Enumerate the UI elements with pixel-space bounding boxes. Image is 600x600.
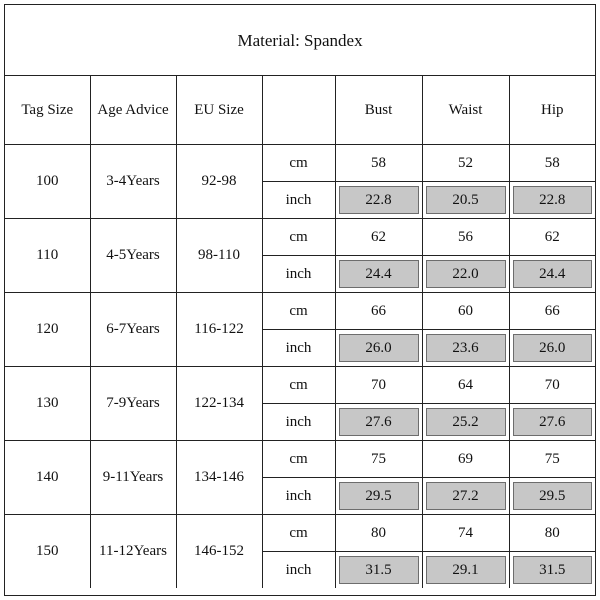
eu-size-cell: 92-98 xyxy=(176,145,262,219)
bust-inch-value: 27.6 xyxy=(339,408,419,436)
waist-inch-cell xyxy=(422,256,509,293)
bust-inch-cell xyxy=(335,330,422,367)
header-bust: Bust xyxy=(335,76,422,145)
tag-size-cell: 140 xyxy=(5,441,90,515)
waist-inch-value: 25.2 xyxy=(426,408,506,436)
bust-inch-value: 31.5 xyxy=(339,556,419,584)
header-age-advice: Age Advice xyxy=(90,76,176,145)
hip-cm-cell: 58 xyxy=(509,145,595,182)
header-hip: Hip xyxy=(509,76,595,145)
waist-inch-value: 20.5 xyxy=(426,186,506,214)
hip-inch-value: 22.8 xyxy=(513,186,593,214)
bust-cm-cell: 66 xyxy=(335,293,422,330)
tag-size-cell: 100 xyxy=(5,145,90,219)
waist-inch-cell xyxy=(422,552,509,589)
hip-inch-cell xyxy=(509,182,595,219)
unit-cm-cell: cm xyxy=(262,293,335,330)
size-chart xyxy=(4,4,596,596)
bust-inch-value: 29.5 xyxy=(339,482,419,510)
age-advice-cell: 3-4Years xyxy=(90,145,176,219)
unit-inch-cell: inch xyxy=(262,478,335,515)
unit-inch-cell: inch xyxy=(262,256,335,293)
age-advice-cell: 4-5Years xyxy=(90,219,176,293)
bust-inch-value: 24.4 xyxy=(339,260,419,288)
hip-inch-cell xyxy=(509,552,595,589)
unit-cm-cell: cm xyxy=(262,219,335,256)
bust-inch-cell xyxy=(335,256,422,293)
tag-size-cell: 150 xyxy=(5,515,90,589)
size-row-cm xyxy=(5,145,595,182)
bust-inch-value: 26.0 xyxy=(339,334,419,362)
waist-cm-cell: 60 xyxy=(422,293,509,330)
hip-inch-value: 24.4 xyxy=(513,260,593,288)
waist-cm-cell: 56 xyxy=(422,219,509,256)
bust-cm-cell: 80 xyxy=(335,515,422,552)
size-row-cm xyxy=(5,293,595,330)
hip-cm-cell: 75 xyxy=(509,441,595,478)
tag-size-cell: 120 xyxy=(5,293,90,367)
unit-cm-cell: cm xyxy=(262,515,335,552)
hip-inch-cell xyxy=(509,256,595,293)
header-eu-size: EU Size xyxy=(176,76,262,145)
waist-inch-value: 22.0 xyxy=(426,260,506,288)
age-advice-cell: 7-9Years xyxy=(90,367,176,441)
waist-inch-cell xyxy=(422,330,509,367)
table-title: Material: Spandex xyxy=(5,5,595,76)
size-row-cm xyxy=(5,441,595,478)
unit-cm-cell: cm xyxy=(262,367,335,404)
age-advice-cell: 11-12Years xyxy=(90,515,176,589)
hip-cm-cell: 62 xyxy=(509,219,595,256)
eu-size-cell: 134-146 xyxy=(176,441,262,515)
waist-inch-value: 29.1 xyxy=(426,556,506,584)
unit-inch-cell: inch xyxy=(262,182,335,219)
bust-inch-value: 22.8 xyxy=(339,186,419,214)
hip-cm-cell: 66 xyxy=(509,293,595,330)
hip-inch-cell xyxy=(509,404,595,441)
waist-cm-cell: 74 xyxy=(422,515,509,552)
hip-inch-value: 29.5 xyxy=(513,482,593,510)
waist-inch-value: 23.6 xyxy=(426,334,506,362)
bust-cm-cell: 75 xyxy=(335,441,422,478)
age-advice-cell: 9-11Years xyxy=(90,441,176,515)
size-row-cm xyxy=(5,515,595,552)
hip-inch-value: 26.0 xyxy=(513,334,593,362)
eu-size-cell: 116-122 xyxy=(176,293,262,367)
waist-inch-cell xyxy=(422,182,509,219)
hip-cm-cell: 70 xyxy=(509,367,595,404)
waist-cm-cell: 69 xyxy=(422,441,509,478)
hip-inch-cell xyxy=(509,478,595,515)
waist-cm-cell: 64 xyxy=(422,367,509,404)
size-row-cm xyxy=(5,367,595,404)
header-tag-size: Tag Size xyxy=(5,76,90,145)
bust-inch-cell xyxy=(335,182,422,219)
bust-inch-cell xyxy=(335,478,422,515)
size-row-cm xyxy=(5,219,595,256)
unit-inch-cell: inch xyxy=(262,330,335,367)
eu-size-cell: 146-152 xyxy=(176,515,262,589)
unit-inch-cell: inch xyxy=(262,404,335,441)
hip-inch-value: 27.6 xyxy=(513,408,593,436)
unit-cm-cell: cm xyxy=(262,441,335,478)
hip-inch-value: 31.5 xyxy=(513,556,593,584)
waist-inch-cell xyxy=(422,478,509,515)
unit-inch-cell: inch xyxy=(262,552,335,589)
eu-size-cell: 98-110 xyxy=(176,219,262,293)
bust-inch-cell xyxy=(335,404,422,441)
tag-size-cell: 130 xyxy=(5,367,90,441)
header-row xyxy=(5,76,595,145)
size-table xyxy=(5,5,595,588)
age-advice-cell: 6-7Years xyxy=(90,293,176,367)
bust-cm-cell: 70 xyxy=(335,367,422,404)
waist-inch-cell xyxy=(422,404,509,441)
bust-cm-cell: 62 xyxy=(335,219,422,256)
header-unit xyxy=(262,76,335,145)
unit-cm-cell: cm xyxy=(262,145,335,182)
title-row xyxy=(5,5,595,76)
waist-cm-cell: 52 xyxy=(422,145,509,182)
bust-cm-cell: 58 xyxy=(335,145,422,182)
header-waist: Waist xyxy=(422,76,509,145)
waist-inch-value: 27.2 xyxy=(426,482,506,510)
bust-inch-cell xyxy=(335,552,422,589)
hip-cm-cell: 80 xyxy=(509,515,595,552)
hip-inch-cell xyxy=(509,330,595,367)
tag-size-cell: 110 xyxy=(5,219,90,293)
eu-size-cell: 122-134 xyxy=(176,367,262,441)
